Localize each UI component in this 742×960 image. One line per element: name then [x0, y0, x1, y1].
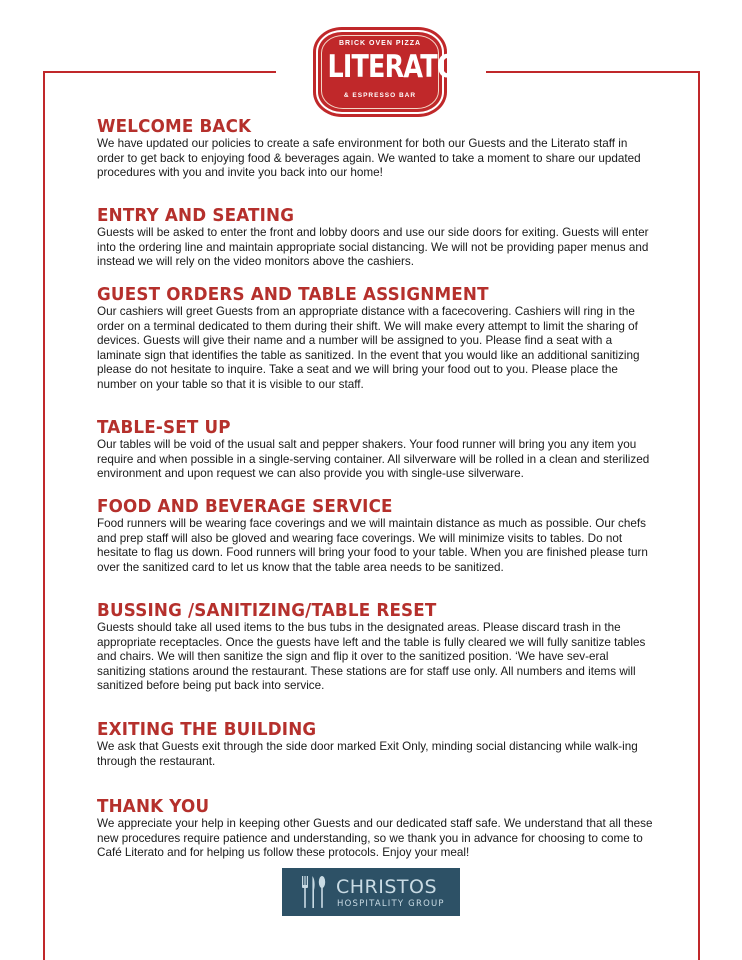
- section-food-beverage: [97, 497, 657, 575]
- section-body: Our cashiers will greet Guests from an appropriate distance with a facecovering. Cashiers will ring in the order on a terminal dedicated to them during their shift. We will make every attempt to limit the sharing of devices. Guests will give their name and a number will be assigned to you. Please find a seat with a laminate sign that identifies the table as sanitized. In the event that you would like an additional sanitizing please do not hesitate to inquire. Take a seat and we will bring your food out to you. Please place the number on your table so that it is visible to our staff.: [97, 305, 640, 391]
- logo-bottom-text: & ESPRESSO BAR: [343, 92, 417, 99]
- section-heading: ENTRY AND SEATING: [97, 205, 295, 226]
- frame-top-left-line: [43, 71, 276, 73]
- section-body: We appreciate your help in keeping other Guests and our dedicated staff safe. We understand that all these new procedures require patience and understanding, so we thank you in advance for choosing to come to Café Literato and for helping us follow these protocols. Enjoy your meal!: [97, 817, 653, 860]
- sponsor-name: CHRISTOS: [336, 876, 438, 898]
- frame-right-line: [698, 71, 700, 960]
- frame-left-line: [43, 71, 45, 960]
- logo-top-text: BRICK OVEN PIZZA: [338, 40, 422, 47]
- section-body: We ask that Guests exit through the side door marked Exit Only, minding social distancing while walk-ing through the restaurant.: [97, 740, 638, 768]
- section-heading: FOOD AND BEVERAGE SERVICE: [97, 496, 393, 517]
- logo-main-text: LITERATO: [327, 49, 458, 85]
- literato-logo: [316, 30, 458, 114]
- section-welcome-back: [97, 117, 657, 181]
- fork-knife-spoon-icon: [300, 874, 328, 910]
- section-heading: WELCOME BACK: [97, 116, 252, 137]
- section-guest-orders: [97, 285, 657, 393]
- section-entry-seating: [97, 206, 657, 270]
- sponsor-subtitle: HOSPITALITY GROUP: [337, 899, 445, 909]
- section-heading: THANK YOU: [97, 796, 210, 817]
- section-heading: TABLE-SET UP: [97, 417, 231, 438]
- section-body: Our tables will be void of the usual salt and pepper shakers. Your food runner will bring you any item you require and when possible in a single-serving container. All silverware will be rolled in a clean and sterilized environment and upon request we can also provide you with single-use silverware.: [97, 438, 650, 481]
- section-exiting: [97, 720, 657, 769]
- section-body: Guests should take all used items to the bus tubs in the designated areas. Please discard trash in the appropriate receptacles. Once the guests have left and the table is fully cleared we will fully sanitize tables and chairs. We will then sanitize the sign and flip it over to the sanitized position. ‘We have sev-eral sanitizing stations around the restaurant. These stations are for staff use only. All numbers and items will sanitized before being put back into service.: [97, 621, 646, 693]
- section-heading: GUEST ORDERS AND TABLE ASSIGNMENT: [97, 284, 489, 305]
- section-body: Guests will be asked to enter the front and lobby doors and use our side doors for exiting. Guests will enter into the ordering line and maintain appropriate social distancing. We will not be providing paper menus and instead we will rely on the video monitors above the cashiers.: [97, 226, 649, 269]
- section-thank-you: [97, 797, 657, 861]
- frame-top-right-line: [486, 71, 700, 73]
- christos-hospitality-logo: [282, 868, 460, 916]
- section-body: We have updated our policies to create a safe environment for both our Guests and the Literato staff in order to get back to enjoying food & beverages again. We wanted to take a moment to share our updated procedures with you and invite you back into our home!: [97, 137, 641, 180]
- section-bussing: [97, 601, 657, 694]
- section-heading: BUSSING /SANITIZING/TABLE RESET: [97, 600, 437, 621]
- section-body: Food runners will be wearing face coverings and we will maintain distance as much as possible. Our chefs and prep staff will also be gloved and wearing face coverings. We will minimize visits to tables. Do not hesitate to flag us down. Food runners will bring your food to your table. When you are finished please turn over the sanitized card to let us know that the table area needs to be sanitized.: [97, 517, 648, 574]
- section-heading: EXITING THE BUILDING: [97, 719, 317, 740]
- section-table-set-up: [97, 418, 657, 482]
